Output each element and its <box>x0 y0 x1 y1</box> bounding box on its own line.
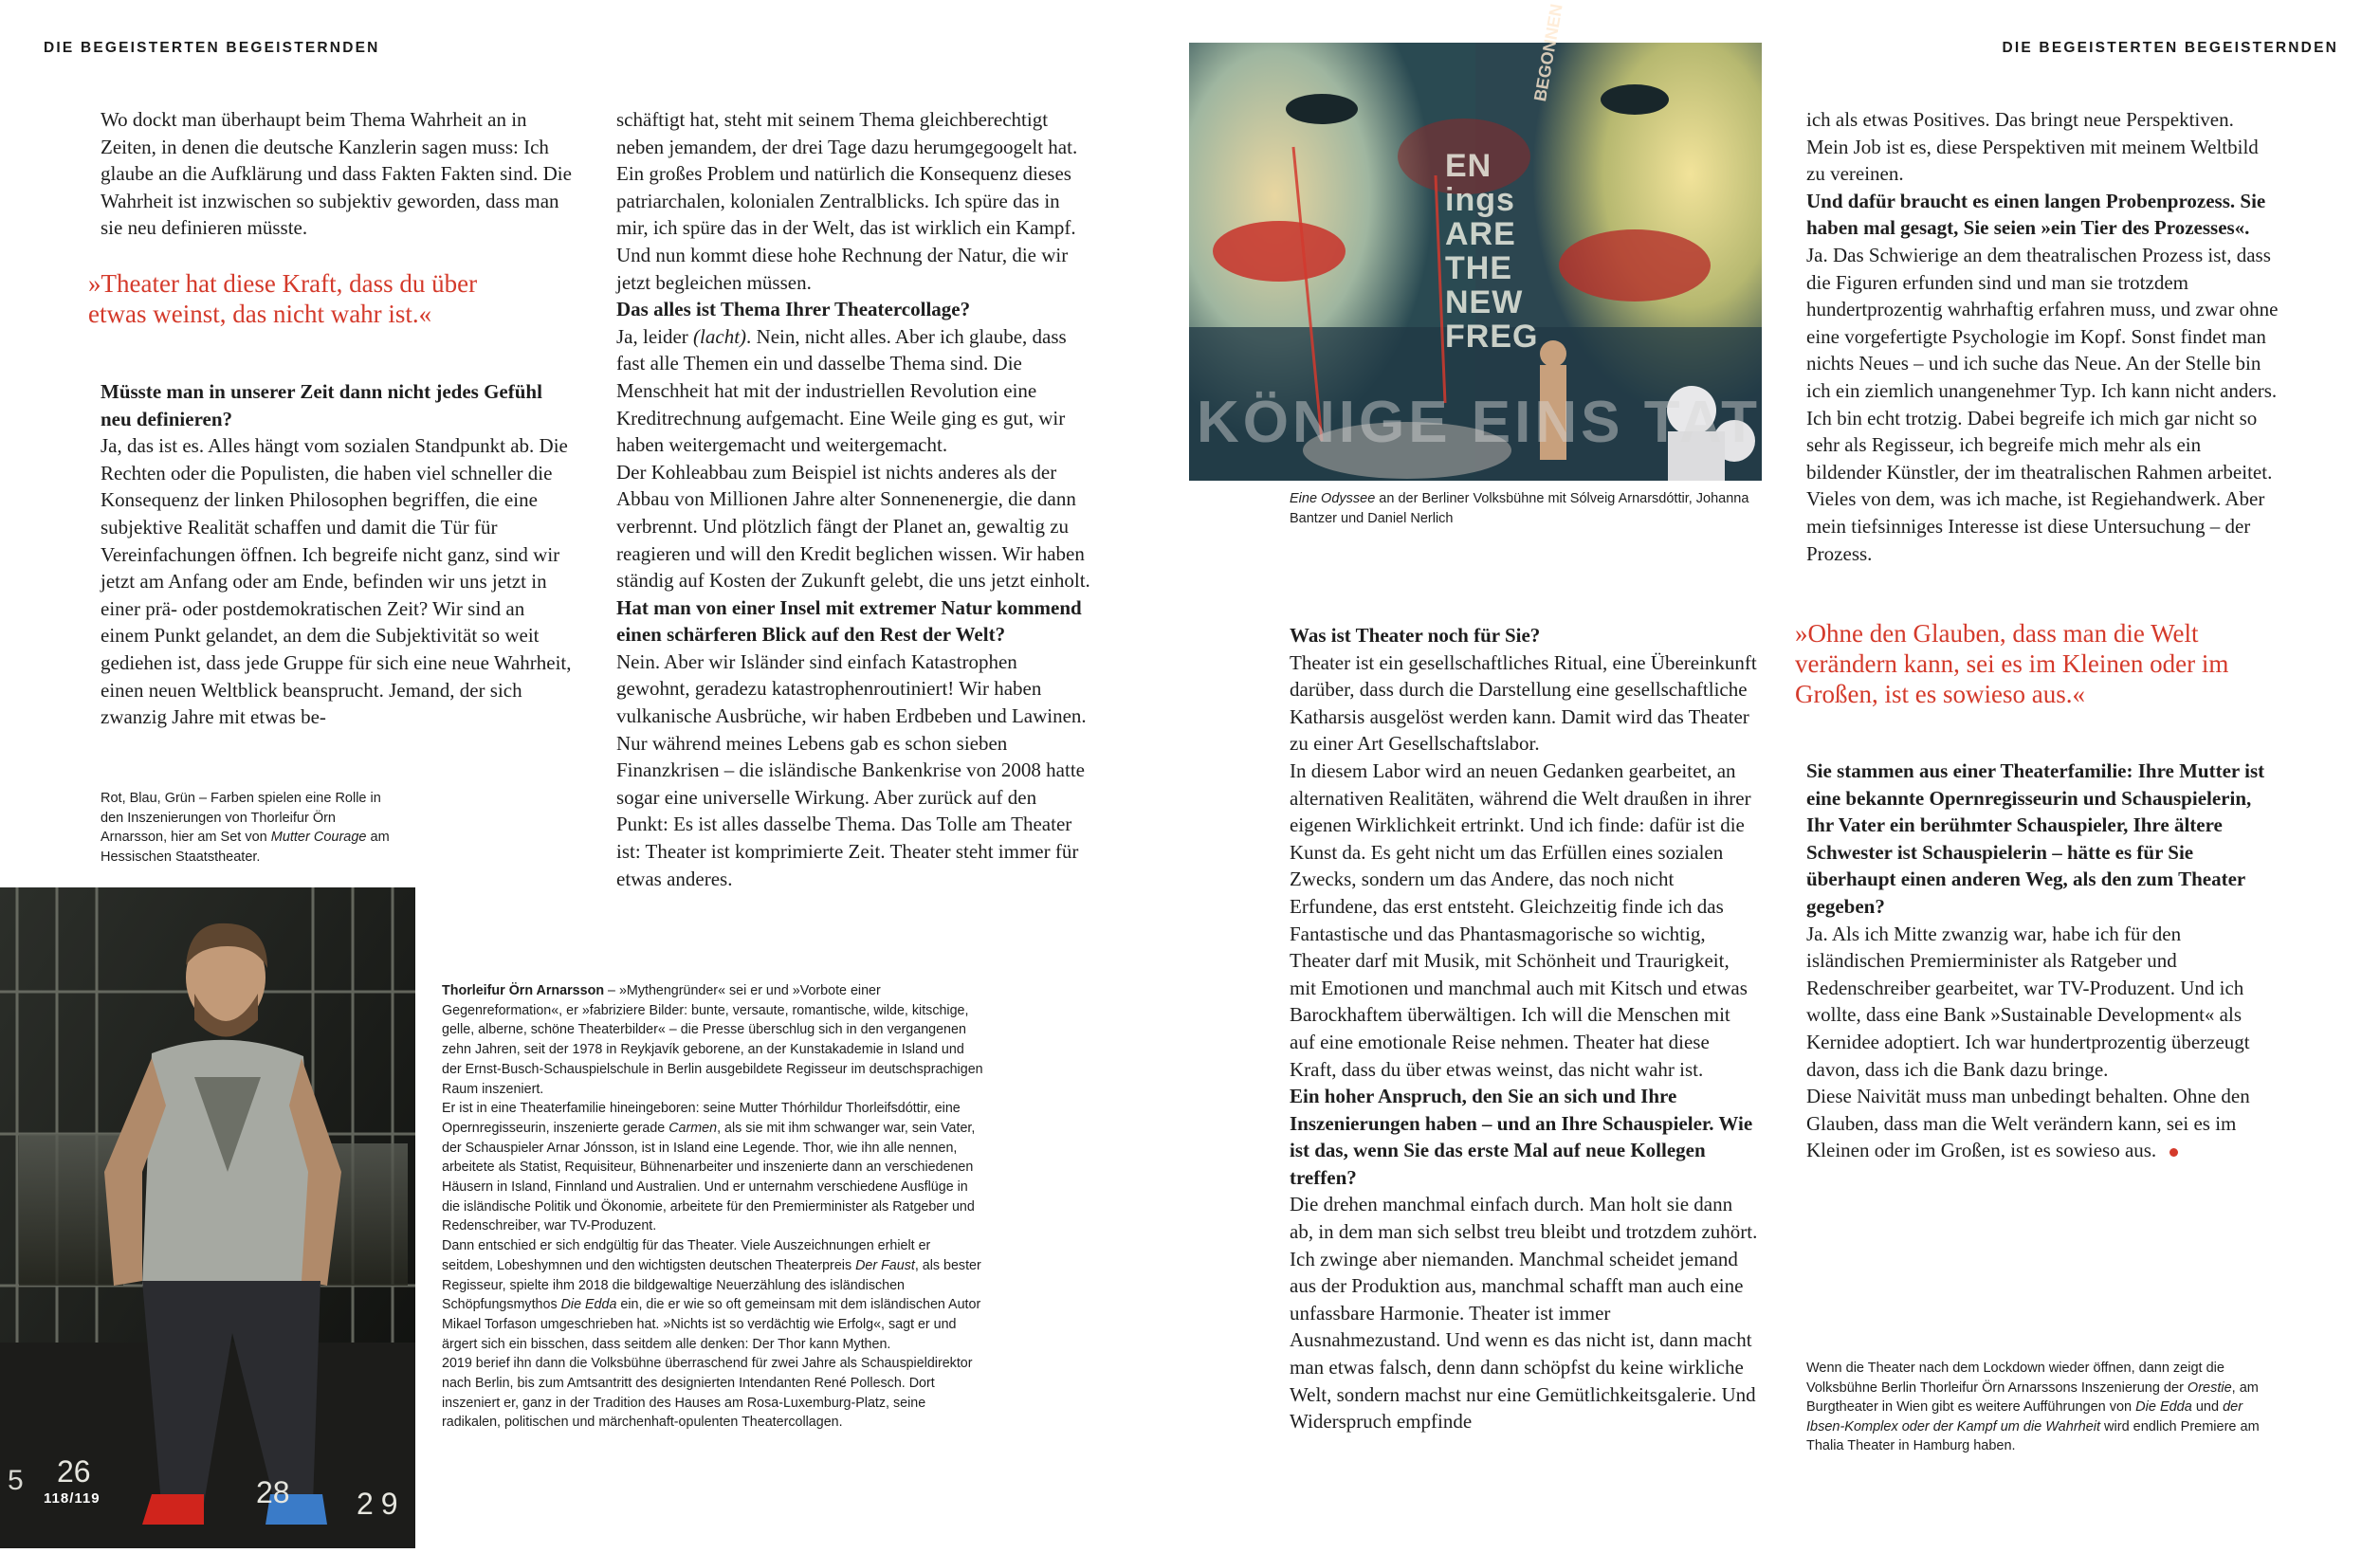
footer-note <box>1806 1359 2280 1456</box>
interview-answer: Nein. Aber wir Isländer sind einfach Katastrophen gewohnt, geradezu katastrophenroutiniert! Wir haben vulkanische Ausbrüche, wir haben Erdbeben und Lawinen. Nur während meines Lebens gab es schon sieben Finanzkrisen – die isländische Bankenkrise von 2008 hatte sogar eine universelle Wirkung. Aber zurück auf den Punkt: Es ist alles dasselbe Thema. Das Tolle am Theater ist: Theater ist komprimierte Zeit. Theater steht immer für etwas anderes. <box>616 649 1087 890</box>
note-title: Die Edda <box>2135 1399 2192 1416</box>
projected-word: ARE <box>1445 216 1516 252</box>
column-4-interview <box>1806 758 2280 1164</box>
body-paragraph: schäftigt hat, steht mit seinem Thema gleichberechtigt neben jemandem, der drei Tage dazu herumgegoogelt hat. Ein großes Problem und natürlich die Konsequenz dieses patriarchalen, kolonialen Zentralblicks. Ich spüre das in mir, ich spüre das in der Welt, das ist wirklich ein Kampf. Und nun kommt diese hohe Rechnung der Natur, die wir jetzt begleichen müssen. <box>616 108 1078 294</box>
interview-answer <box>616 323 1090 459</box>
note-text: Wenn die Theater nach dem Lockdown wieder öffnen, dann zeigt die Volksbühne Berlin Thorleifur Örn Arnarssons Inszenierung der <box>1806 1361 2224 1396</box>
interview-answer: Ja. Das Schwierige an dem theatralischen Prozess ist, dass die Figuren erfunden sind und man sie trotzdem hundertprozentig wahrhaftig erfahren muss, und zwar ohne eine vorgefertigte Psychologie im Kopf. Sonst findet man nichts Neues – und ich suche das Neue. An der Stelle bin ich ein ziemlich unangenehmer Typ. Ich kann nicht anders. Ich bin echt trotzig. Dabei begreife ich mich gar nicht so sehr als Regisseur, ich begreife mich mehr als ein bildender Künstler, der im theatralischen Rahmen arbeitet. Vieles von dem, was ich mache, ist Regiehandwerk. Aber mein tiefsinniges Interesse ist diese Untersuchung – der Prozess. <box>1806 243 2279 565</box>
projected-word: EN <box>1445 148 1492 184</box>
bio-paragraph <box>442 1236 984 1354</box>
projected-word: BEGONNEN <box>1530 2 1566 103</box>
portrait-illustration <box>0 887 415 1548</box>
bio-paragraph <box>442 1099 984 1236</box>
floor-number: 5 <box>8 1465 24 1496</box>
pull-quote-2: »Ohne den Glauben, dass man die Welt verändern kann, sei es im Kleinen oder im Großen, ist es sowieso aus.« <box>1795 619 2229 708</box>
bio-text: Dann entschied er sich endgültig für das Theater. Viele Auszeichnungen erhielt er seitdem, Lobeshymnen und den wichtigsten deutschen Theaterpreis <box>442 1238 931 1273</box>
interview-question: Sie stammen aus einer Theaterfamilie: Ihre Mutter ist eine bekannte Opernregisseurin und Schauspielerin, Ihr Vater ein berühmter Schauspieler, Ihre ältere Schwester ist Schauspielerin – hätte es für Sie überhaupt einen anderen Weg, als den zum Theater gegeben? <box>1806 759 2265 918</box>
caption-text: an der Berliner Volksbühne mit Sólveig Arnarsdóttir, Johanna Bantzer und Daniel Nerlich <box>1290 491 1749 526</box>
end-mark-icon <box>2169 1148 2178 1157</box>
portrait-caption <box>101 789 404 867</box>
column-1-interview <box>101 378 575 731</box>
bio-text: ein, die er wie so oft gemeinsam mit dem isländischen Autor Mikael Torfason umgeschrieben hat. »Nichts ist so verdächtig wie Erfolg«, sagt er und ärgert sich ein bisschen, dass seitdem alle denken: Der Thor kann Mythen. <box>442 1297 981 1352</box>
body-paragraph: Der Kohleabbau zum Beispiel ist nichts anderes als der Abbau von Millionen Jahre alter Sonnenenergie, die dann verbrennt. Und plötzlich fängt der Planet an, gewaltig zu reagieren und will den Kredit beglichen wissen. Wir haben ständig auf Kosten der Zukunft gelebt, die uns jetzt einholt. <box>616 460 1090 593</box>
running-head-right: DIE BEGEISTERTEN BEGEISTERNDEN <box>2002 40 2338 56</box>
bio-paragraph: 2019 berief ihn dann die Volksbühne überraschend für zwei Jahre als Schauspieldirektor nach Berlin, bis zum Amtsantritt des designierten Intendanten René Pollesch. Dort inszeniert er, ganz in der Tradition des Hauses am Rosa-Luxemburg-Platz, seine radikalen, politischen und märchenhaft-opulenten Theatercollagen. <box>442 1356 973 1431</box>
note-title: Orestie <box>2187 1379 2232 1396</box>
answer-text: . Nein, nicht alles. Aber ich glaube, dass fast alle Themen ein und dasselbe Thema sind. Die Menschheit hat mit der industriellen Revolution eine Kreditrechnung aufgemacht. Eine Weile ging es gut, wir haben weitergemacht und weitergemacht. <box>616 324 1067 457</box>
floor-number: 28 <box>256 1475 290 1509</box>
page-folio: 118/119 <box>44 1490 101 1507</box>
column-3 <box>1290 622 1760 1435</box>
answer-text: Ja, leider <box>616 324 694 348</box>
caption-text: am Hessischen Staatstheater. <box>101 830 390 865</box>
interview-question: Und dafür braucht es einen langen Probenprozess. Sie haben mal gesagt, Sie seien »ein Tier des Prozesses«. <box>1806 189 2266 240</box>
bio-title: Die Edda <box>560 1297 617 1313</box>
interview-answer: Ja, das ist es. Alles hängt vom sozialen Standpunkt ab. Die Rechten oder die Populisten, die haben viel schneller die Konsequenz der linken Philosophen begriffen, die eine subjektive Realität schaffen und damit die Tür für Vereinfachungen öffnen. Ich begreife nicht ganz, sind wir jetzt am Anfang oder am Ende, befinden wir uns jetzt in einer prä- oder postdemokratischen Zeit? Wir sind an einem Punkt gelandet, an dem die Subjektivität so weit gediehen ist, dass jede Gruppe für sich eine neue Wahrheit, einen neuen Weltblick beansprucht. Jemand, der sich zwanzig Jahre mit etwas be- <box>101 434 572 729</box>
interview-question: Was ist Theater noch für Sie? <box>1290 624 1541 647</box>
projected-bottom-text: KÖNIGE EINS TAT <box>1197 390 1762 455</box>
body-paragraph: In diesem Labor wird an neuen Gedanken gearbeitet, an alternativen Realitäten, während die Welt draußen in ihrer eigenen Wirklichkeit ertrinkt. Und ich finde: dafür ist die Kunst da. Es geht nicht um das Erfüllen eines sozialen Zwecks, sondern um das Andere, das noch nicht Erfundene, das erst entsteht. Gleichzeitig finde ich das Fantastische und das Phantasmagorische so wichtig, Theater darf mit Musik, mit Schönheit und Traurigkeit, mit Emotionen und manchmal auch mit Kitsch und etwas Barockhaftem überwältigen. Ich will die Menschen mit auf eine emotionale Reise nehmen. Theater hat diese Kraft, dass du über etwas weinst, das nicht wahr ist. <box>1290 758 1751 1081</box>
bio-text: , als sie mit ihm schwanger war, sein Vater, der Schauspieler Arnar Jónsson, ist in Island eine Legende. Thor, wie ihn alle nennen, arbeitete als Statist, Requisiteur, Bühnenarbeiter und inszenierte dann an verschiedenen Häusern in Island, Finnland und Australien. Und er unternahm verschiedene Ausflüge in die isländische Politik und Ökonomie, arbeitete für den Premierminister als Ratgeber und Redenschreiber, war TV-Produzent. <box>442 1120 976 1234</box>
interview-answer: Ja. Als ich Mitte zwanzig war, habe ich für den isländischen Premierminister als Ratgeber und Redenschreiber gearbeitet, war TV-Produzent. Und ich wollte, dass eine Bank »Sustainable Development« als Kernidee adoptiert. Ich war hundertprozentig überzeugt davon, dass ich die Bank dazu bringe. <box>1806 922 2250 1081</box>
bio-title: Carmen <box>668 1120 718 1136</box>
caption-title: Mutter Courage <box>270 830 367 846</box>
answer-text: Diese Naivität muss man unbedingt behalten. Ohne den Glauben, dass man die Welt verändern kann, sei es im Kleinen oder im Großen, ist es sowieso aus. <box>1806 1085 2250 1162</box>
bio-box <box>442 981 984 1433</box>
interview-question: Das alles ist Thema Ihrer Theatercollage? <box>616 298 971 321</box>
projected-word: NEW <box>1445 284 1524 320</box>
column-2 <box>616 106 1090 892</box>
note-text: und <box>2191 1399 2224 1416</box>
floor-number: 26 <box>57 1454 91 1489</box>
caption-title: Eine Odyssee <box>1290 491 1376 506</box>
running-head-left: DIE BEGEISTERTEN BEGEISTERNDEN <box>44 40 380 56</box>
interview-answer: Die drehen manchmal einfach durch. Man holt sie dann ab, in dem man sich selbst treu bleibt und trotzdem zuhört. Ich zwinge aber niemanden. Manchmal scheidet jemand aus der Produktion aus, manchmal schafft man auch eine unfassbare Harmonie. Theater ist immer Ausnahmezustand. Und wenn es das nicht ist, dann macht man etwas falsch, denn dann schöpfst du keine wirkliche Welt, sondern machst nur eine Gemütlichkeitsgalerie. Und Widerspruch empfinde <box>1290 1193 1758 1434</box>
bio-title: Der Faust <box>855 1257 915 1273</box>
projected-word <box>1548 0 1573 1</box>
bio-text: – »Mythengründer« sei er und »Vorbote einer Gegenreformation«, er »fabriziere Bilder: bunte, versaute, romantische, wilde, kitschige, gelle, alberne, schöne Theaterbilder« – die Presse überschlug sich in den vergangenen zehn Jahren, seit der 1978 in Reykjavík geborene, an der Kunstakademie in Island und der Ernst-Busch-Schauspielschule in Berlin ausgebildete Regisseur im deutschsprachigen Raum inszeniert. <box>442 983 983 1097</box>
caption-text: Rot, Blau, Grün – Farben spielen eine Rolle in den Inszenierungen von Thorleifur Örn Arnarsson, hier am Set von <box>101 791 381 846</box>
floor-number: 29 <box>357 1487 406 1521</box>
bio-paragraph <box>442 981 984 1099</box>
interview-question: Ein hoher Anspruch, den Sie an sich und Ihre Inszenierungen haben – und an Ihre Schauspieler. Wie ist das, wenn Sie das erste Mal auf neue Kollegen treffen? <box>1290 1085 1753 1189</box>
projected-text <box>1445 149 1538 354</box>
interview-answer-end <box>1806 1083 2280 1164</box>
bio-text: , als bester Regisseur, spielte ihm 2018 die bildgewaltige Neuerzählung des isländischen Schöpfungsmythos <box>442 1257 981 1313</box>
body-paragraph: ich als etwas Positives. Das bringt neue Perspektiven. Mein Job ist es, diese Perspektiven mit meinem Weltbild zu vereinen. <box>1806 108 2259 186</box>
projected-word: FREG <box>1445 319 1539 355</box>
interview-answer: Theater ist ein gesellschaftliches Ritual, eine Übereinkunft darüber, dass durch die Darstellung eine gesellschaftliche Katharsis ausgelöst werden kann. Damit wird das Theater zu einer Art Gesellschaftslabor. <box>1290 650 1757 756</box>
body-paragraph: Wo dockt man überhaupt beim Thema Wahrheit an in Zeiten, in denen die deutsche Kanzlerin sagen muss: Ich glaube an die Aufklärung und dass Fakten Fakten sind. Die Wahrheit ist inzwischen so subjektiv geworden, dass man sie neu definieren müsste. <box>101 108 572 240</box>
answer-aside: (lacht) <box>693 324 747 348</box>
projected-word: ings <box>1445 182 1515 218</box>
stage-caption <box>1290 489 1764 528</box>
pull-quote-1: »Theater hat diese Kraft, dass du über etwas weinst, das nicht wahr ist.« <box>88 269 478 328</box>
interview-question: Hat man von einer Insel mit extremer Natur kommend einen schärferen Blick auf den Rest der Welt? <box>616 595 1082 647</box>
column-1 <box>101 106 575 242</box>
note-text: wird endlich Premiere am Thalia Theater in Hamburg haben. <box>1806 1418 2260 1454</box>
interview-question: Müsste man in unserer Zeit dann nicht jedes Gefühl neu definieren? <box>101 380 542 430</box>
projected-word: THE <box>1445 250 1512 286</box>
note-text: , am Burgtheater in Wien gibt es weitere Aufführungen von <box>1806 1379 2259 1416</box>
portrait-photo <box>0 887 415 1548</box>
bio-text: Er ist in eine Theaterfamilie hineingeboren: seine Mutter Thórhildur Thorleifsdóttir, eine Opernregisseurin, inszenierte gerade <box>442 1101 961 1136</box>
bio-name: Thorleifur Örn Arnarsson <box>442 983 605 998</box>
stage-photo <box>1189 2 1762 481</box>
column-4 <box>1806 106 2280 567</box>
note-title: der Ibsen-Komplex oder der Kampf um die Wahrheit <box>1806 1399 2243 1434</box>
